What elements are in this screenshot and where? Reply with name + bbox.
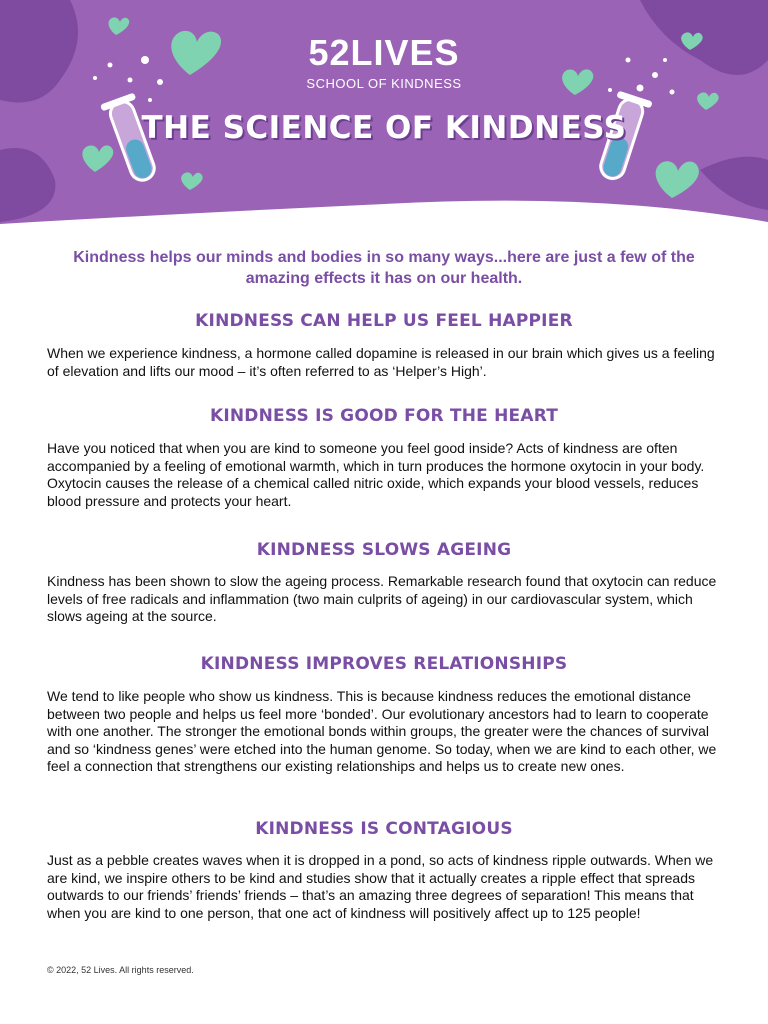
page-title: THE SCIENCE OF KINDNESS: [141, 110, 627, 146]
section-body-contagious: Just as a pebble creates waves when it is dropped in a pond, so acts of kindness ripple outwards. When we are kind, we inspire others to be kind and studies show that it actually creates a ripple effect that spreads outwards to our friends’ friends’ friends – that’s an amazing three degrees of separation! This means that when you are kind to one person, that one act of kindness will positively affect up to 125 people!: [47, 852, 714, 921]
section-title-relationships: KINDNESS IMPROVES RELATIONSHIPS: [200, 654, 568, 674]
section-title-heart: KINDNESS IS GOOD FOR THE HEART: [209, 406, 559, 426]
section-body-heart: Have you noticed that when you are kind to someone you feel good inside? Acts of kindness are often accompanied by a feeling of emotional warmth, which in turn produces the hormone oxytocin in your body. Oxytocin causes the release of a chemical called nitric oxide, which expands your blood vessels, reduces blood pressure and protects your heart.: [47, 440, 705, 509]
section-title-happier: KINDNESS CAN HELP US FEEL HAPPIER: [195, 311, 573, 331]
section-body-relationships: We tend to like people who show us kindness. This is because kindness reduces the emotional distance between two people and helps us feel more ‘bonded’. Our evolutionary ancestors had to learn to cooperate with one another. The stronger the emotional bonds within groups, the greater were the chances of survival and so ‘kindness genes’ were etched into the human genome. So today, when we are kind to each other, we feel a connection that strengthens our existing relationships and helps us to create new ones.: [47, 688, 717, 774]
copyright-footer: © 2022, 52 Lives. All rights reserved.: [47, 965, 194, 975]
brand-subtitle: SCHOOL OF KINDNESS: [306, 76, 462, 91]
section-title-contagious: KINDNESS IS CONTAGIOUS: [255, 819, 513, 839]
section-body-happier: When we experience kindness, a hormone called dopamine is released in our brain which gives us a feeling of elevation and lifts our mood – it’s often referred to as ‘Helper’s High’.: [47, 345, 715, 379]
brand-logo-text: 52LIVES: [308, 32, 460, 73]
section-title-ageing: KINDNESS SLOWS AGEING: [256, 540, 512, 560]
section-body-ageing: Kindness has been shown to slow the ageing process. Remarkable research found that oxytocin can reduce levels of free radicals and inflammation (two main culprits of ageing) in our cardiovascular system, which slows ageing at the source.: [47, 573, 717, 624]
intro-text: Kindness helps our minds and bodies in so many ways...here are just a few of the amazing effects it has on our health.: [73, 249, 695, 287]
header-banner: [0, 0, 768, 240]
brand-logo: [0, 34, 768, 91]
